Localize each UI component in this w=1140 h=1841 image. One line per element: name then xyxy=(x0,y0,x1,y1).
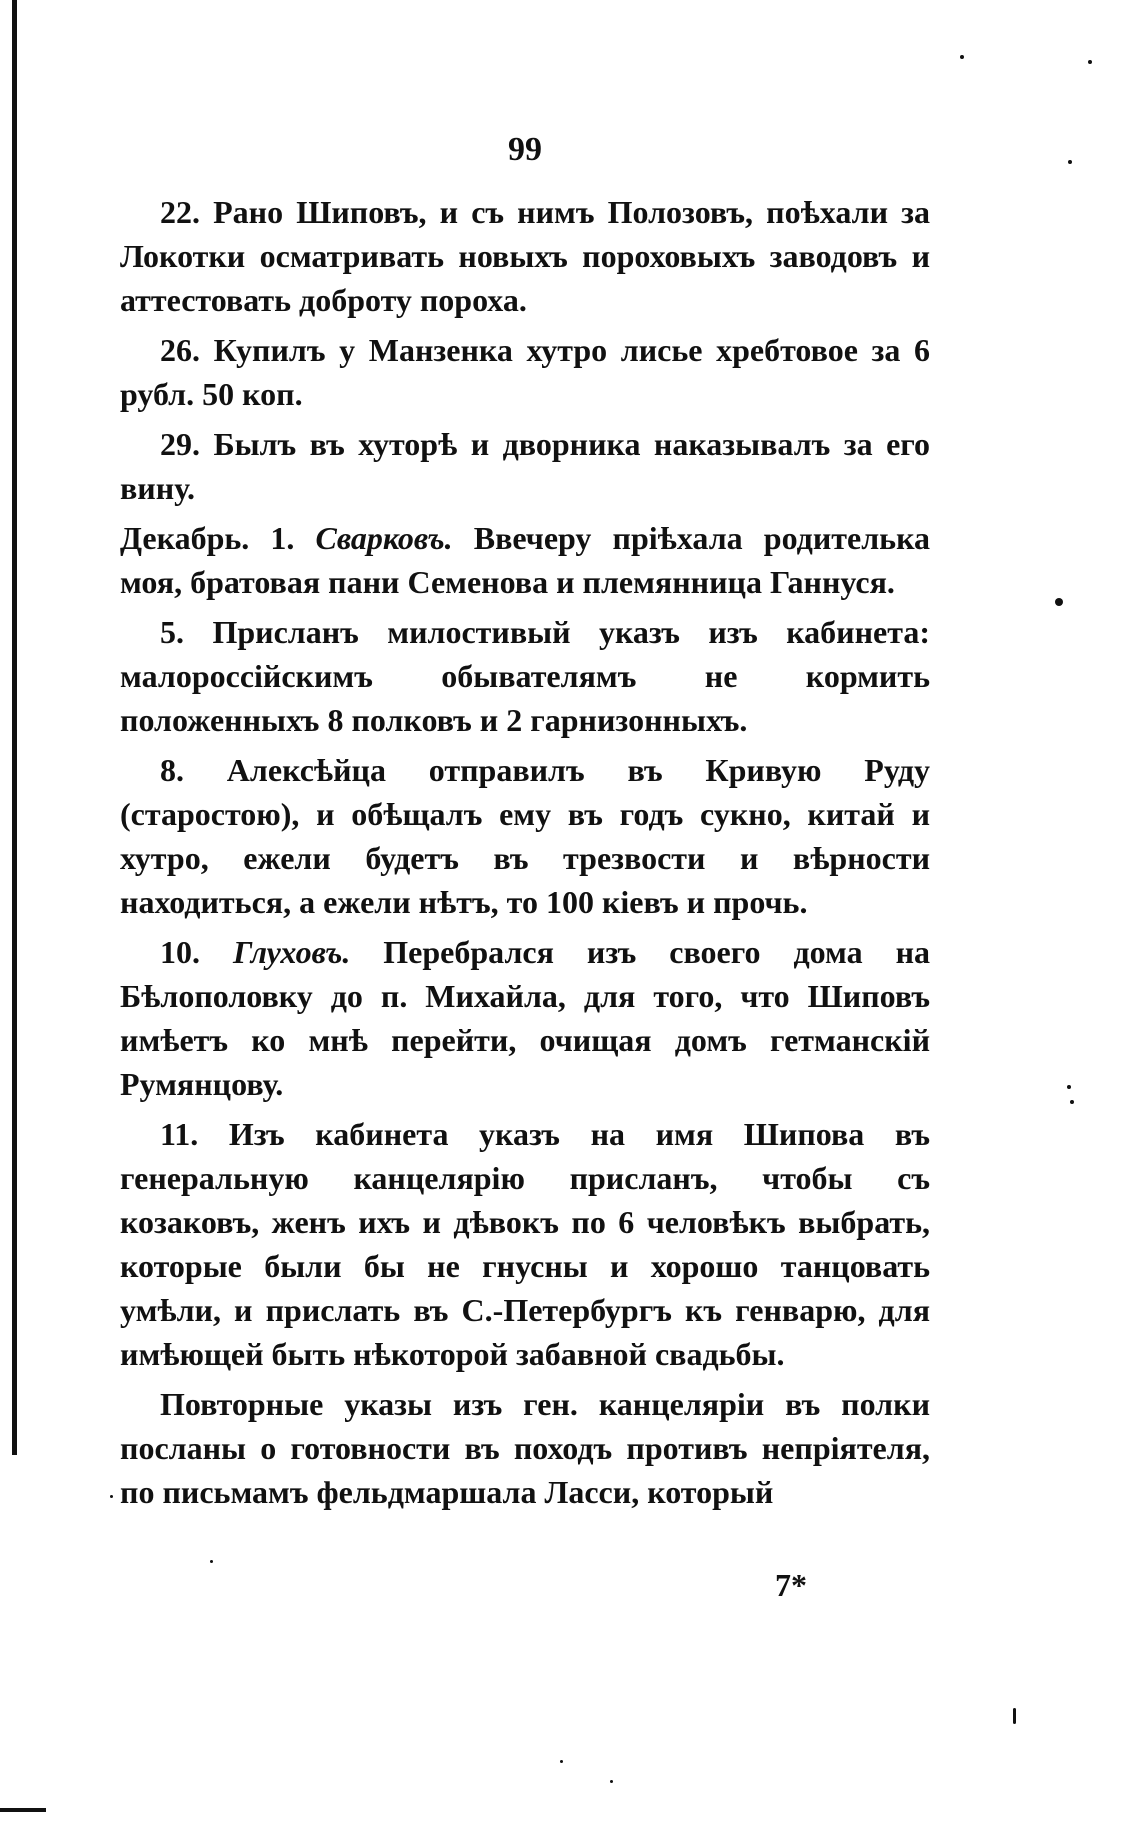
speck xyxy=(560,1760,563,1763)
entry-place: Глуховъ. xyxy=(232,934,351,970)
entry-december-1: Декабрь. 1. Сварковъ. Ввечеру пріѣхала родителька моя, братовая пани Семенова и племянница Ганнуся. xyxy=(120,520,931,600)
page-edge-shadow xyxy=(12,0,17,1455)
scan-mark xyxy=(0,1808,46,1812)
entry-5: 5. Присланъ милостивый указъ изъ кабинета: малороссійскимъ обывателямъ не кормить положенныхъ 8 полковъ и 2 гарнизонныхъ. xyxy=(120,614,930,738)
entry-repeated-decrees: Повторные указы изъ ген. канцеляріи въ полки посланы о готовности въ походъ противъ непріятеля, по письмамъ фельдмаршала Ласси, который xyxy=(120,1386,930,1510)
signature-mark: 7* xyxy=(775,1567,807,1603)
entry-26: 26. Купилъ у Манзенка хутро лисье хребтовое за 6 рубл. 50 коп. xyxy=(120,332,930,412)
entry-10: 10. Глуховъ. Перебрался изъ своего дома на Бѣлополовку до п. Михайла, для того, что Шиповъ имѣетъ ко мнѣ перейти, очищая домъ гетманскій Румянцову. xyxy=(120,934,930,1102)
speck xyxy=(1067,1085,1071,1089)
speck xyxy=(1013,1708,1016,1724)
speck xyxy=(610,1780,613,1783)
speck xyxy=(1068,160,1072,164)
speck xyxy=(1070,1100,1074,1104)
entry-11: 11. Изъ кабинета указъ на имя Шипова въ генеральную канцелярію присланъ, чтобы съ козаковъ, женъ ихъ и дѣвокъ по 6 человѣкъ выбрать, которые были бы не гнусны и хорошо танцовать умѣли, и прислать въ С.-Петербургъ къ генварю, для имѣющей быть нѣкоторой забавной свадьбы. xyxy=(120,1116,930,1372)
entry-22: 22. Рано Шиповъ, и съ нимъ Полозовъ, поѣхали за Локотки осматривать новыхъ пороховыхъ заводовъ и аттестовать доброту пороха. xyxy=(120,194,930,318)
entry-date: 10. xyxy=(160,934,200,970)
page-number: 99 xyxy=(508,131,542,168)
entry-29: 29. Былъ въ хуторѣ и дворника наказывалъ за его вину. xyxy=(120,426,930,506)
speck xyxy=(960,55,964,59)
diary-text xyxy=(120,190,930,1520)
entry-date: Декабрь. 1. xyxy=(120,520,295,556)
speck xyxy=(210,1560,213,1563)
speck xyxy=(110,1495,113,1498)
speck xyxy=(1055,598,1063,606)
entry-8: 8. Алексѣйца отправилъ въ Кривую Руду (старостою), и обѣщалъ ему въ годъ сукно, китай и хутро, ежели будетъ въ трезвости и вѣрности находиться, а ежели нѣтъ, то 100 кіевъ и прочь. xyxy=(120,752,930,920)
speck xyxy=(1088,60,1092,64)
entry-place: Сварковъ. xyxy=(315,520,453,556)
